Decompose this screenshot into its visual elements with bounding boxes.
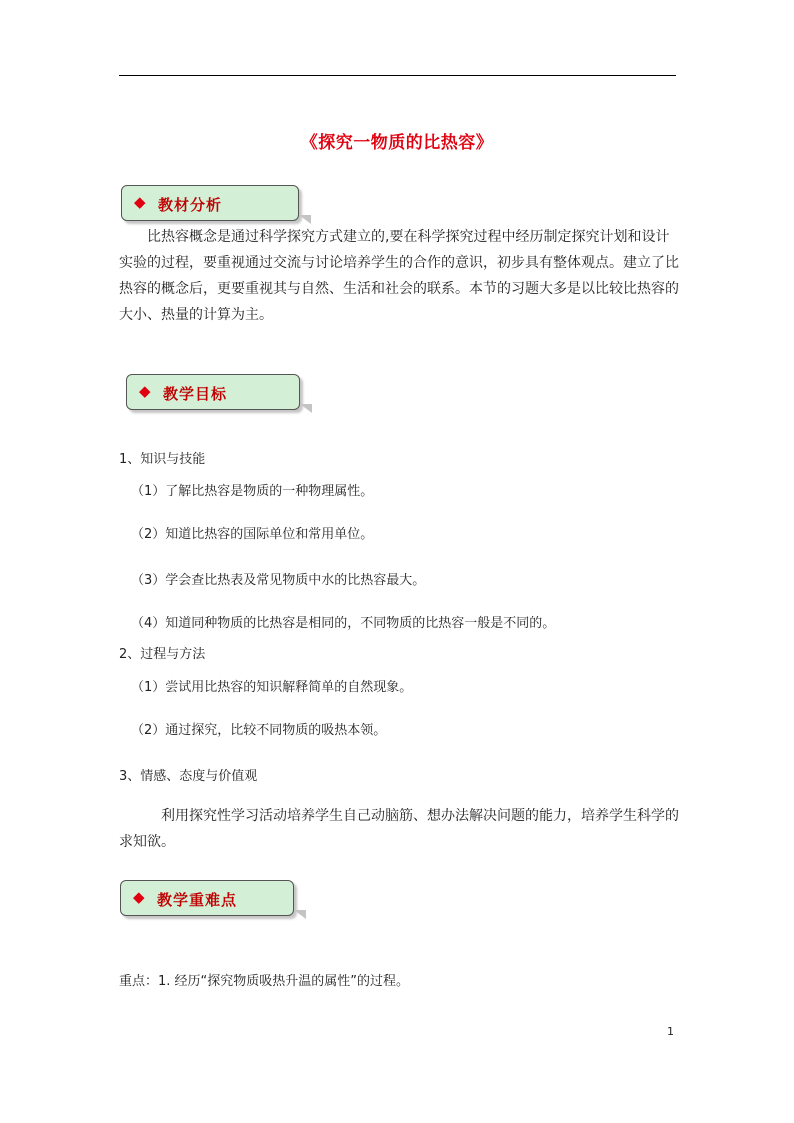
goal-heading-1: 1、知识与技能 <box>119 452 206 467</box>
goal-heading-2: 2、过程与方法 <box>119 647 206 662</box>
section-label: 教学目标 <box>163 385 228 403</box>
goal-heading-3: 3、情感、态度与价值观 <box>119 769 258 784</box>
section-header-goals <box>126 374 300 410</box>
diamond-icon: ◆ <box>133 888 145 906</box>
goal-item: （1）尝试用比热容的知识解释简单的自然现象。 <box>131 680 413 695</box>
goal-item: （3）学会查比热表及常见物质中水的比热容最大。 <box>131 573 426 588</box>
diamond-icon: ◆ <box>139 382 151 400</box>
diamond-icon: ◆ <box>134 193 146 211</box>
goal-item: （1）了解比热容是物质的一种物理属性。 <box>131 484 374 499</box>
page-title: 《探究一物质的比热容》 <box>300 133 494 153</box>
section-header-analysis <box>121 185 299 221</box>
page-number: 1 <box>667 1025 674 1038</box>
section-label: 教学重难点 <box>157 891 238 909</box>
section-header-keypoints <box>120 880 294 916</box>
goal-item: （2）知道比热容的国际单位和常用单位。 <box>131 527 374 542</box>
goal-item: （2）通过探究，比较不同物质的吸热本领。 <box>131 723 387 738</box>
box-shadow-tail <box>294 910 306 919</box>
keypoint-line: 重点：1. 经历“探究物质吸热升温的属性”的过程。 <box>119 974 410 989</box>
analysis-paragraph: 比热容概念是通过科学探究方式建立的,要在科学探究过程中经历制定探究计划和设计实验的过程，要重视通过交流与讨论培养学生的合作的意识，初步具有整体观点。建立了比热容的概念后，更要重视其与自然、生活和社会的联系。本节的习题大多是以比较比热容的大小、热量的计算为主。 <box>119 229 679 323</box>
box-shadow-tail <box>300 404 312 413</box>
goal-3-paragraph: 利用探究性学习活动培养学生自己动脑筋、想办法解决问题的能力，培养学生科学的求知欲。 <box>119 808 679 850</box>
goal-item: （4）知道同种物质的比热容是相同的，不同物质的比热容一般是不同的。 <box>131 616 556 631</box>
section-label: 教材分析 <box>158 196 223 214</box>
box-shadow-tail <box>299 215 311 224</box>
header-rule <box>119 75 676 76</box>
